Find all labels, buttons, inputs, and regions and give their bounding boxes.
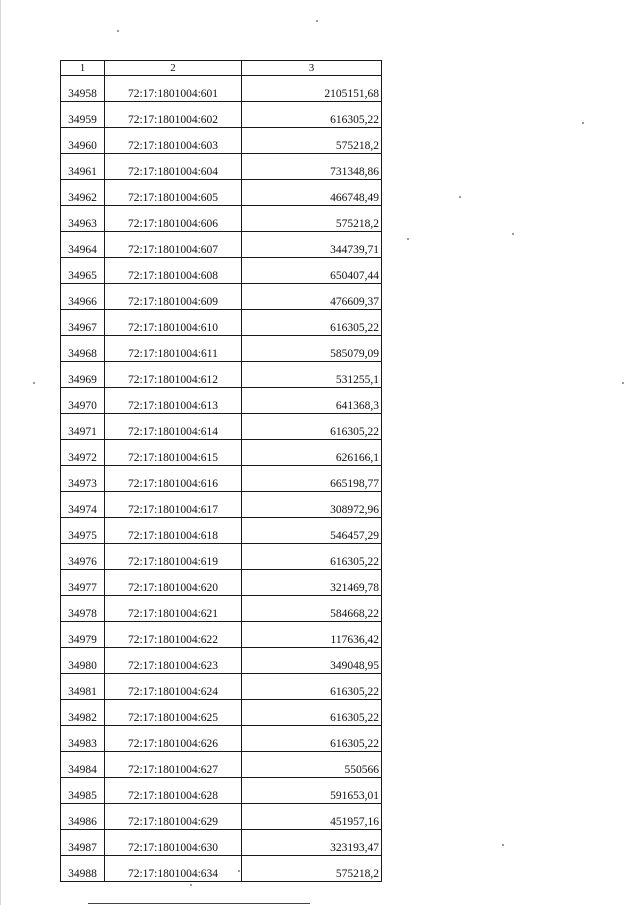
table-row — [61, 830, 382, 856]
cadastral-value-cell: 546457,29 — [242, 518, 382, 544]
scan-speck — [459, 196, 461, 198]
cadastral-value-table — [60, 60, 382, 882]
cadastral-value-cell: 616305,22 — [242, 726, 382, 752]
cadastral-number-cell: 72:17:1801004:612 — [105, 362, 242, 388]
scan-speck — [33, 382, 35, 384]
cadastral-number-cell: 72:17:1801004:605 — [105, 180, 242, 206]
table-row — [61, 362, 382, 388]
cadastral-number-cell: 72:17:1801004:624 — [105, 674, 242, 700]
cadastral-value-cell: 2105151,68 — [242, 76, 382, 102]
scan-speck — [622, 382, 624, 384]
table-row — [61, 622, 382, 648]
cadastral-value-cell: 476609,37 — [242, 284, 382, 310]
table-row — [61, 752, 382, 778]
scan-speck — [407, 238, 409, 240]
row-number-cell: 34964 — [61, 232, 105, 258]
cadastral-number-cell: 72:17:1801004:616 — [105, 466, 242, 492]
table-row — [61, 440, 382, 466]
row-number-cell: 34968 — [61, 336, 105, 362]
cadastral-number-cell: 72:17:1801004:603 — [105, 128, 242, 154]
cadastral-number-cell: 72:17:1801004:634 — [105, 856, 242, 882]
row-number-cell: 34984 — [61, 752, 105, 778]
row-number-cell: 34963 — [61, 206, 105, 232]
scan-speck — [190, 884, 192, 886]
cadastral-number-cell: 72:17:1801004:614 — [105, 414, 242, 440]
cadastral-value-cell: 321469,78 — [242, 570, 382, 596]
cadastral-number-cell: 72:17:1801004:626 — [105, 726, 242, 752]
cadastral-number-cell: 72:17:1801004:604 — [105, 154, 242, 180]
table-row — [61, 232, 382, 258]
cadastral-number-cell: 72:17:1801004:602 — [105, 102, 242, 128]
table-row — [61, 76, 382, 102]
cadastral-value-cell: 349048,95 — [242, 648, 382, 674]
row-number-cell: 34976 — [61, 544, 105, 570]
row-number-cell: 34975 — [61, 518, 105, 544]
row-number-cell: 34966 — [61, 284, 105, 310]
table-body — [61, 76, 382, 882]
row-number-cell: 34958 — [61, 76, 105, 102]
cadastral-value-cell: 575218,2 — [242, 206, 382, 232]
table-row — [61, 700, 382, 726]
column-header-1: 1 — [61, 61, 105, 76]
column-header-3: 3 — [242, 61, 382, 76]
scan-speck — [512, 233, 514, 235]
cadastral-value-cell: 584668,22 — [242, 596, 382, 622]
table-row — [61, 310, 382, 336]
cadastral-value-cell: 308972,96 — [242, 492, 382, 518]
cadastral-number-cell: 72:17:1801004:630 — [105, 830, 242, 856]
table-row — [61, 570, 382, 596]
cadastral-number-cell: 72:17:1801004:629 — [105, 804, 242, 830]
table-row — [61, 518, 382, 544]
row-number-cell: 34973 — [61, 466, 105, 492]
scan-edge — [0, 0, 1, 905]
table-row — [61, 674, 382, 700]
table-row — [61, 726, 382, 752]
row-number-cell: 34980 — [61, 648, 105, 674]
cadastral-value-cell: 451957,16 — [242, 804, 382, 830]
cadastral-value-cell: 323193,47 — [242, 830, 382, 856]
row-number-cell: 34979 — [61, 622, 105, 648]
row-number-cell: 34972 — [61, 440, 105, 466]
cadastral-number-cell: 72:17:1801004:617 — [105, 492, 242, 518]
row-number-cell: 34982 — [61, 700, 105, 726]
table-row — [61, 804, 382, 830]
table-row — [61, 128, 382, 154]
cadastral-number-cell: 72:17:1801004:607 — [105, 232, 242, 258]
table-row — [61, 856, 382, 882]
table-row — [61, 154, 382, 180]
cadastral-number-cell: 72:17:1801004:608 — [105, 258, 242, 284]
table-row — [61, 388, 382, 414]
cadastral-number-cell: 72:17:1801004:611 — [105, 336, 242, 362]
row-number-cell: 34969 — [61, 362, 105, 388]
scan-speck — [502, 844, 504, 846]
cadastral-value-cell: 575218,2 — [242, 128, 382, 154]
cadastral-number-cell: 72:17:1801004:619 — [105, 544, 242, 570]
cadastral-value-cell: 591653,01 — [242, 778, 382, 804]
row-number-cell: 34981 — [61, 674, 105, 700]
cadastral-value-cell: 616305,22 — [242, 102, 382, 128]
cadastral-value-cell: 616305,22 — [242, 700, 382, 726]
scan-speck — [316, 20, 318, 22]
cadastral-number-cell: 72:17:1801004:601 — [105, 76, 242, 102]
table-row — [61, 336, 382, 362]
cadastral-number-cell: 72:17:1801004:618 — [105, 518, 242, 544]
table-row — [61, 466, 382, 492]
cadastral-value-cell: 575218,2 — [242, 856, 382, 882]
table-row — [61, 258, 382, 284]
row-number-cell: 34983 — [61, 726, 105, 752]
cadastral-value-cell: 650407,44 — [242, 258, 382, 284]
cadastral-number-cell: 72:17:1801004:621 — [105, 596, 242, 622]
row-number-cell: 34965 — [61, 258, 105, 284]
cadastral-number-cell: 72:17:1801004:625 — [105, 700, 242, 726]
row-number-cell: 34978 — [61, 596, 105, 622]
table-row — [61, 778, 382, 804]
row-number-cell: 34986 — [61, 804, 105, 830]
row-number-cell: 34961 — [61, 154, 105, 180]
cadastral-number-cell: 72:17:1801004:609 — [105, 284, 242, 310]
table-row — [61, 414, 382, 440]
row-number-cell: 34967 — [61, 310, 105, 336]
cadastral-number-cell: 72:17:1801004:615 — [105, 440, 242, 466]
row-number-cell: 34970 — [61, 388, 105, 414]
cadastral-number-cell: 72:17:1801004:613 — [105, 388, 242, 414]
table-row — [61, 596, 382, 622]
cadastral-value-cell: 626166,1 — [242, 440, 382, 466]
cadastral-value-cell: 344739,71 — [242, 232, 382, 258]
cadastral-value-cell: 616305,22 — [242, 310, 382, 336]
row-number-cell: 34988 — [61, 856, 105, 882]
column-header-2: 2 — [105, 61, 242, 76]
table-row — [61, 648, 382, 674]
cadastral-value-cell: 531255,1 — [242, 362, 382, 388]
bottom-rule — [88, 903, 310, 904]
table-header — [61, 61, 382, 76]
cadastral-value-cell: 466748,49 — [242, 180, 382, 206]
cadastral-value-cell: 616305,22 — [242, 414, 382, 440]
row-number-cell: 34959 — [61, 102, 105, 128]
cadastral-number-cell: 72:17:1801004:620 — [105, 570, 242, 596]
table-row — [61, 284, 382, 310]
cadastral-value-cell: 665198,77 — [242, 466, 382, 492]
cadastral-value-cell: 117636,42 — [242, 622, 382, 648]
row-number-cell: 34977 — [61, 570, 105, 596]
cadastral-value-cell: 550566 — [242, 752, 382, 778]
table-row — [61, 544, 382, 570]
row-number-cell: 34971 — [61, 414, 105, 440]
row-number-cell: 34985 — [61, 778, 105, 804]
cadastral-value-cell: 731348,86 — [242, 154, 382, 180]
row-number-cell: 34962 — [61, 180, 105, 206]
cadastral-number-cell: 72:17:1801004:628 — [105, 778, 242, 804]
cadastral-value-cell: 616305,22 — [242, 544, 382, 570]
cadastral-value-cell: 641368,3 — [242, 388, 382, 414]
scan-speck — [117, 30, 119, 32]
row-number-cell: 34987 — [61, 830, 105, 856]
cadastral-value-cell: 585079,09 — [242, 336, 382, 362]
table-row — [61, 492, 382, 518]
row-number-cell: 34974 — [61, 492, 105, 518]
row-number-cell: 34960 — [61, 128, 105, 154]
cadastral-number-cell: 72:17:1801004:622 — [105, 622, 242, 648]
cadastral-number-cell: 72:17:1801004:606 — [105, 206, 242, 232]
table-row — [61, 180, 382, 206]
table-row — [61, 102, 382, 128]
column-number-row — [61, 61, 382, 76]
cadastral-number-cell: 72:17:1801004:610 — [105, 310, 242, 336]
table-row — [61, 206, 382, 232]
cadastral-value-cell: 616305,22 — [242, 674, 382, 700]
scan-speck — [582, 122, 584, 124]
cadastral-number-cell: 72:17:1801004:627 — [105, 752, 242, 778]
cadastral-number-cell: 72:17:1801004:623 — [105, 648, 242, 674]
